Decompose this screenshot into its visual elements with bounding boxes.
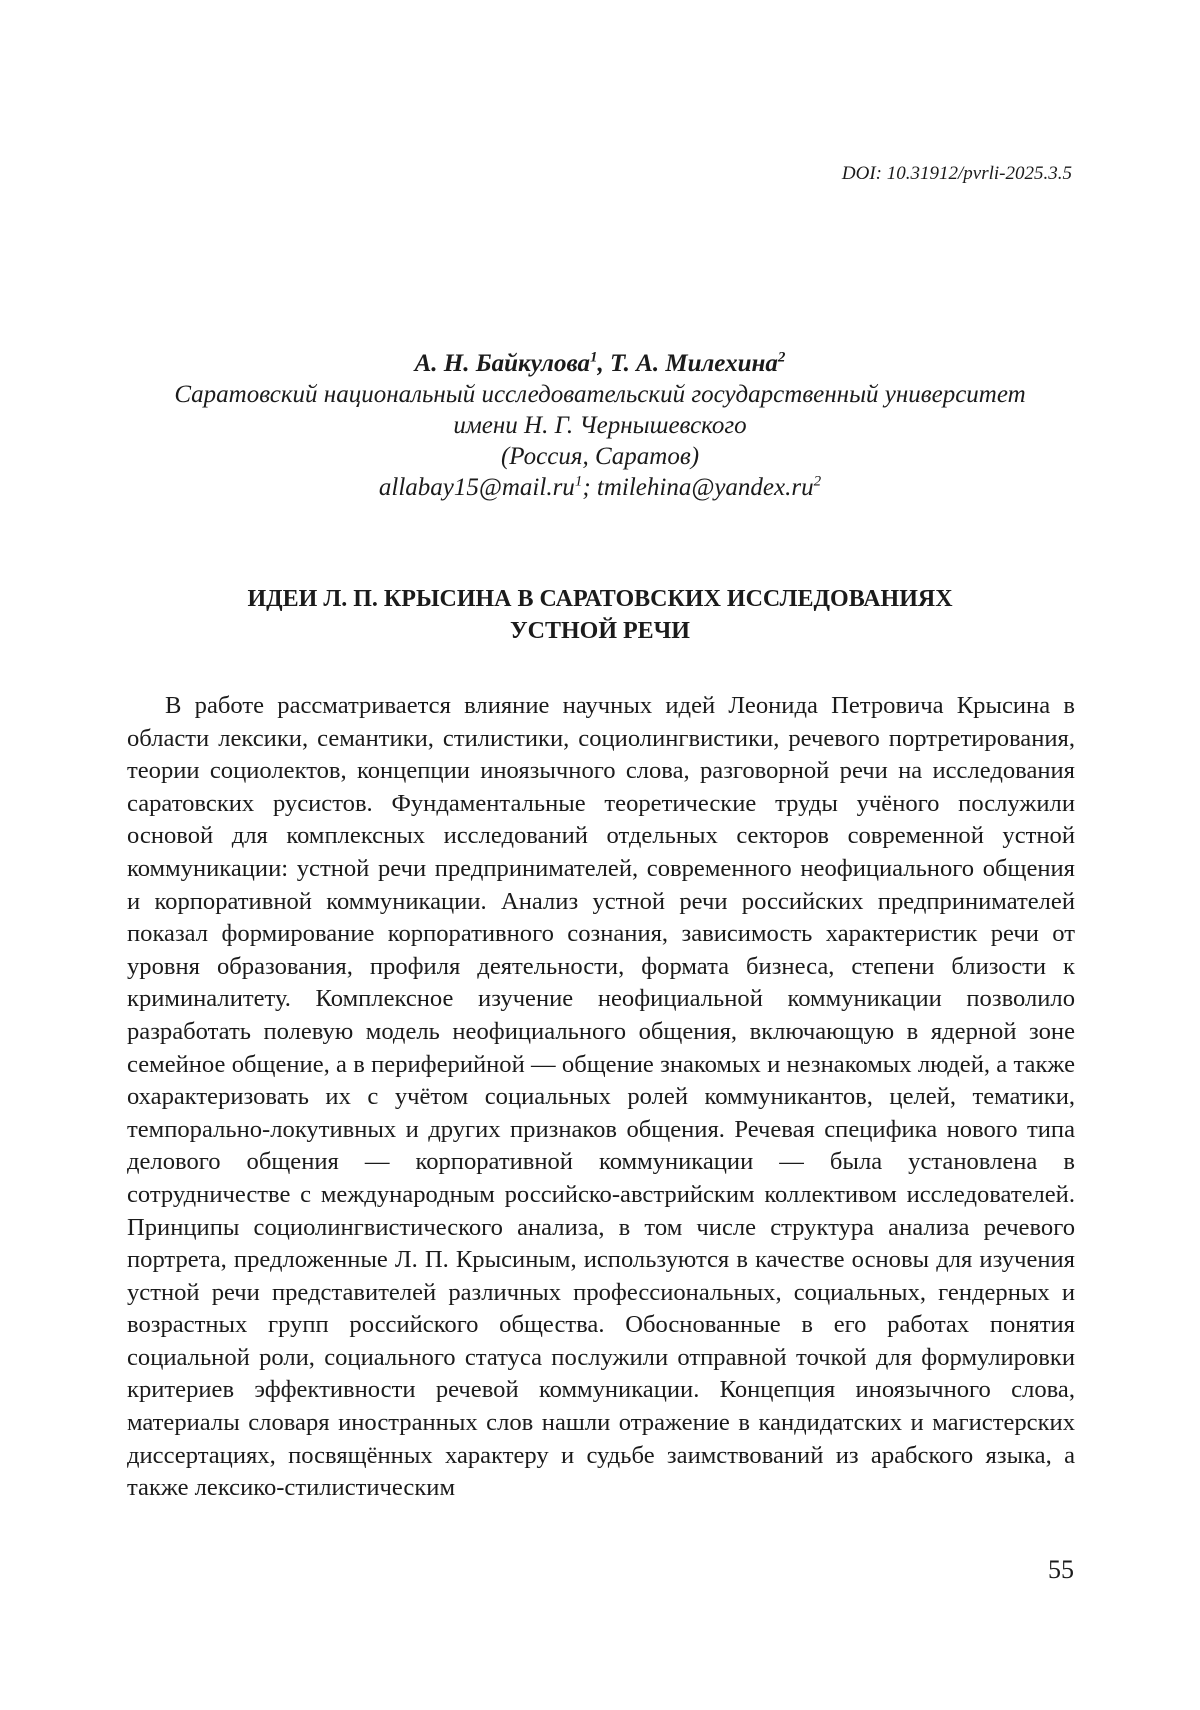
article-title-line: ИДЕИ Л. П. КРЫСИНА В САРАТОВСКИХ ИССЛЕДОВАНИЯХ [247, 586, 953, 612]
authors-line [0, 348, 1200, 379]
email-address: tmilehina@yandex.ru [596, 474, 814, 501]
author-name: Т. А. Милехина [609, 350, 778, 377]
author-name: А. Н. Байкулова [414, 350, 590, 377]
author-footnote-mark: 1 [589, 349, 598, 366]
affiliation-line: имени Н. Г. Чернышевского [453, 412, 747, 439]
abstract-paragraph: В работе рассматривается влияние научных идей Леонида Петровича Крысина в области лексики, семантики, стилистики, социолингвистики, речевого портретирования, теории социолектов, концепции иноязычного слова, разговорной речи на исследования саратовских русистов. Фундаментальные теоретические труды учёного послужили основой для комплексных исследований отдельных секторов современной устной коммуникации: устной речи предпринимателей, современного неофициального общения и корпоративной коммуникации. Анализ устной речи российских предпринимателей показал формирование корпоративного сознания, зависимость характеристик речи от уровня образования, профиля деятельности, формата бизнеса, степени близости к криминалитету. Комплексное изучение неофициальной коммуникации позволило разработать полевую модель неофициального общения, включающую в ядерной зоне семейное общение, а в периферийной — общение знакомых и незнакомых людей, а также охарактеризовать их с учётом социальных ролей коммуникантов, целей, тематики, темпорально-локутивных и других признаков общения. Речевая специфика нового типа делового общения — корпоративной коммуникации — была установлена в сотрудничестве с международным российско-австрийским коллективом исследователей. Принципы социолингвистического анализа, в том числе структура анализа речевого портрета, предложенные Л. П. Крысиным, используются в качестве основы для изучения устной речи представителей различных профессиональных, социальных, гендерных и возрастных групп российского общества. Обоснованные в его работах понятия социальной роли, социального статуса послужили отправной точкой для формулировки критериев эффективности речевой коммуникации. Концепция иноязычного слова, материалы словаря иностранных слов нашли отражение в кандидатских и магистерских диссертациях, посвящённых характеру и судьбе заимствований из арабского языка, а также лексико-стилистическим [127, 692, 1075, 1502]
email-footnote-mark: 2 [813, 473, 822, 490]
email-footnote-mark: 1 [574, 473, 583, 490]
location-line: (Россия, Саратов) [500, 443, 700, 470]
affiliation-line: Саратовский национальный исследовательский государственный университет [174, 381, 1026, 408]
email-address: allabay15@mail.ru [378, 474, 575, 501]
author-separator: , [597, 350, 610, 377]
email-separator: ; [582, 474, 597, 501]
article-title [0, 583, 1200, 647]
article-title-line: УСТНОЙ РЕЧИ [510, 618, 690, 644]
abstract [127, 690, 1075, 1505]
page-number: 55 [1048, 1555, 1074, 1584]
author-block [0, 348, 1200, 503]
doi-line: DOI: 10.31912/pvrli-2025.3.5 [841, 163, 1072, 184]
emails-line [0, 472, 1200, 503]
author-footnote-mark: 2 [777, 349, 786, 366]
